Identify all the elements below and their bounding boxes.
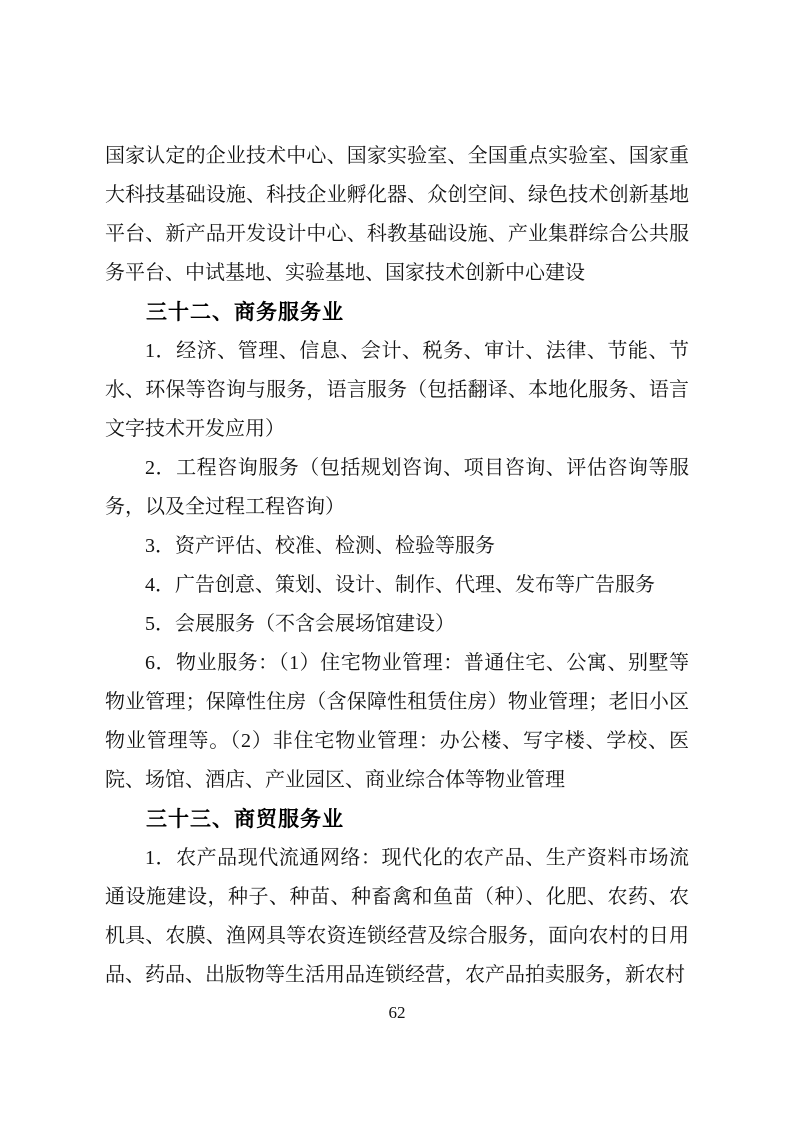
section-heading-32: 三十二、商务服务业 [146, 301, 344, 324]
list-item-32-5: 5．会展服务（不含会展场馆建设） [145, 613, 455, 635]
list-item-32-2: 2．工程咨询服务（包括规划咨询、项目咨询、评估咨询等服务，以及全过程工程咨询） [105, 457, 689, 518]
section-heading-33: 三十三、商贸服务业 [146, 808, 344, 831]
list-item-32-4: 4．广告创意、策划、设计、制作、代理、发布等广告服务 [145, 574, 655, 596]
page-number: 62 [388, 1003, 406, 1022]
list-item-33-1: 1．农产品现代流通网络：现代化的农产品、生产资料市场流通设施建设，种子、种苗、种畜禽和鱼苗（种）、化肥、农药、农机具、农膜、渔网具等农资连锁经营及综合服务，面向农村的日用品、药品、出版物等生活用品连锁经营，农产品拍卖服务，新农村 [105, 847, 689, 986]
page-footer [0, 1002, 794, 1024]
document-body [105, 137, 689, 995]
list-item-32-6: 6．物业服务：（1）住宅物业管理：普通住宅、公寓、别墅等物业管理；保障性住房（含保障性租赁住房）物业管理；老旧小区物业管理等。（2）非住宅物业管理：办公楼、写字楼、学校、医院、场馆、酒店、产业园区、商业综合体等物业管理 [105, 652, 689, 791]
list-item-32-3: 3．资产评估、校准、检测、检验等服务 [145, 535, 495, 557]
list-item-32-1: 1．经济、管理、信息、会计、税务、审计、法律、节能、节水、环保等咨询与服务，语言服务（包括翻译、本地化服务、语言文字技术开发应用） [105, 340, 689, 440]
continuation-paragraph: 国家认定的企业技术中心、国家实验室、全国重点实验室、国家重大科技基础设施、科技企业孵化器、众创空间、绿色技术创新基地平台、新产品开发设计中心、科教基础设施、产业集群综合公共服务平台、中试基地、实验基地、国家技术创新中心建设 [105, 145, 689, 284]
